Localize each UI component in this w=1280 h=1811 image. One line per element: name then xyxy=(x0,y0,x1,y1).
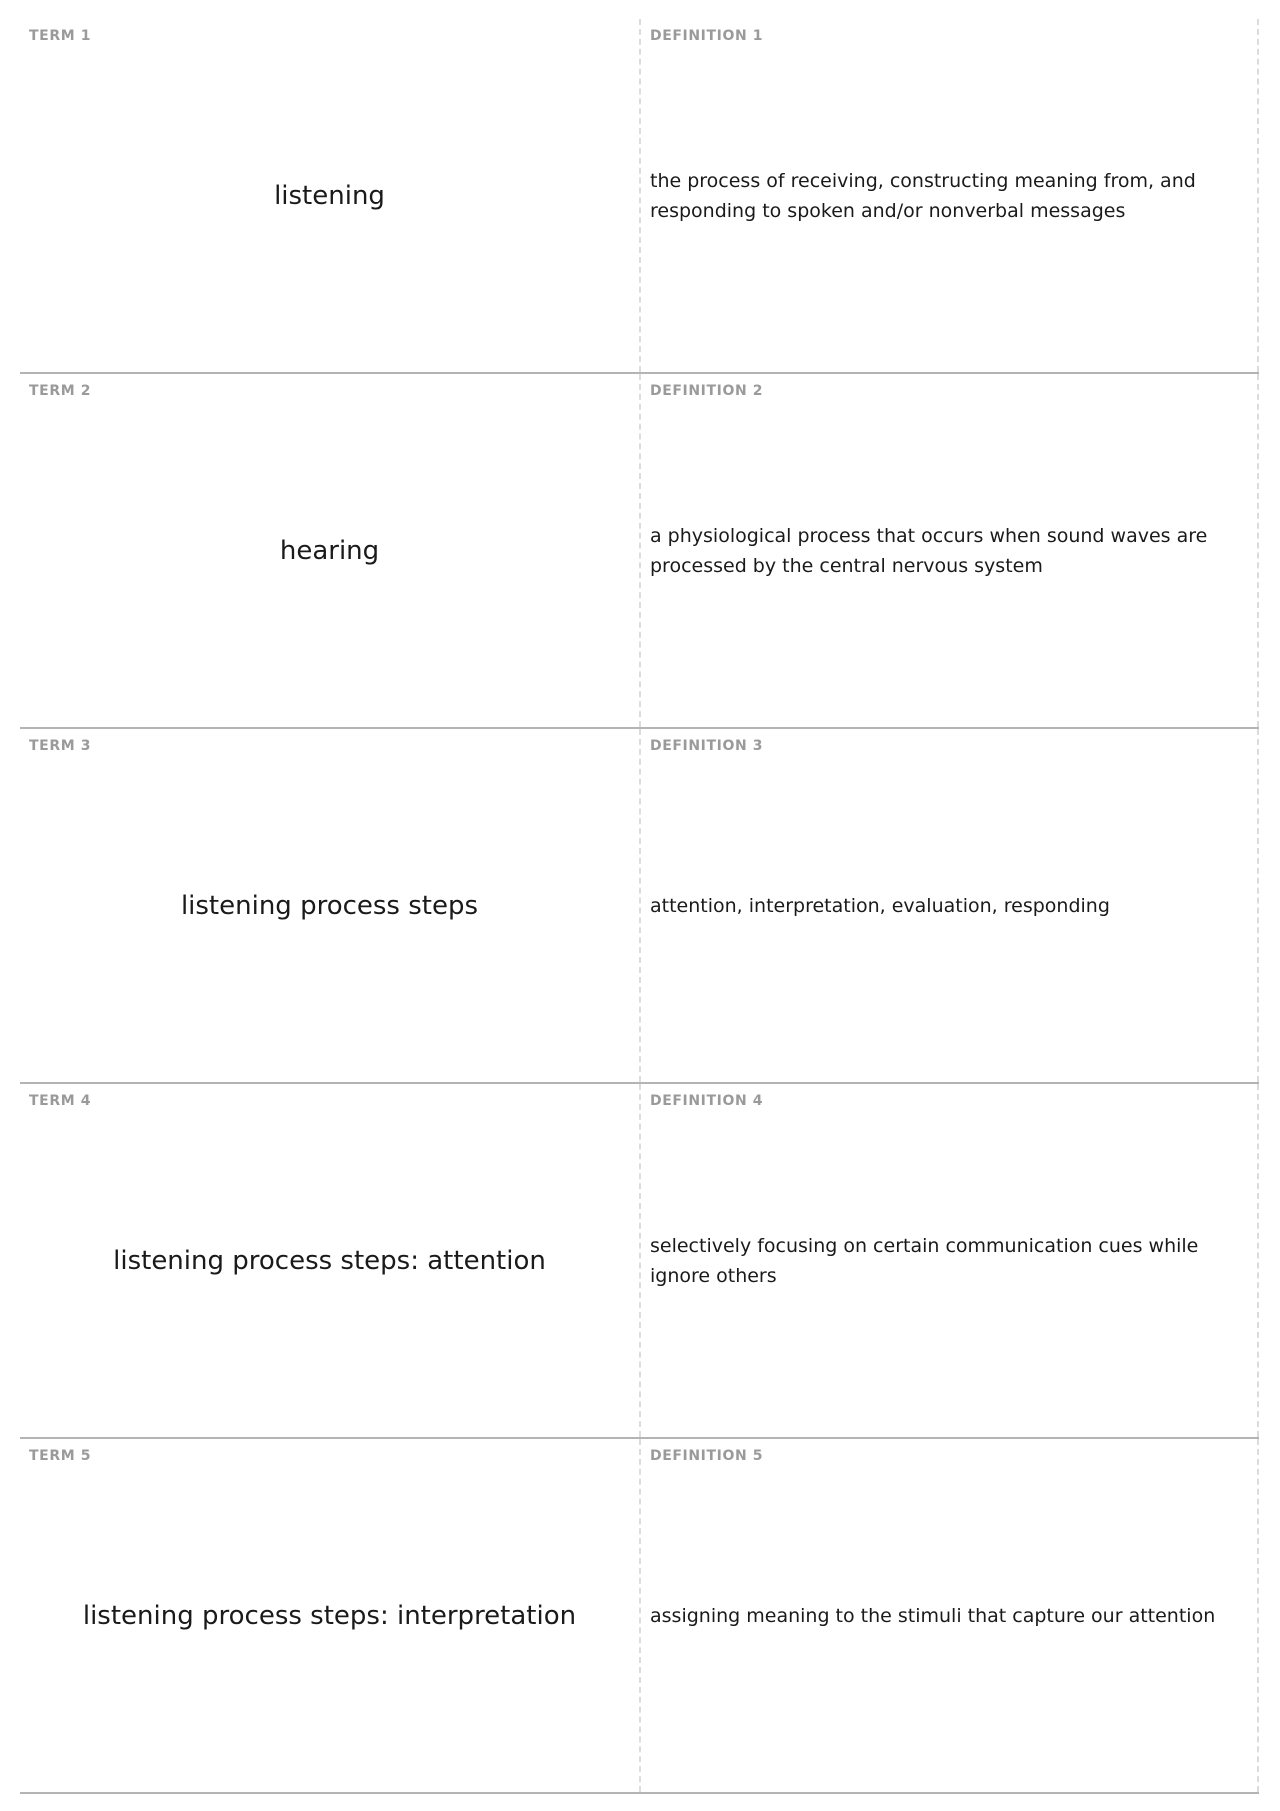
flashcard-row xyxy=(20,729,1259,1084)
term-text: listening process steps xyxy=(180,890,479,921)
term-label: TERM 5 xyxy=(29,1448,92,1464)
flashcard-row xyxy=(20,374,1259,729)
term-text: listening xyxy=(274,180,385,211)
definition-label: DEFINITION 4 xyxy=(650,1093,764,1109)
term-cell xyxy=(20,1084,641,1437)
definition-text: assigning meaning to the stimuli that capture our attention xyxy=(650,1604,1216,1627)
definition-cell xyxy=(641,729,1259,1082)
term-label: TERM 3 xyxy=(29,738,92,754)
term-label: TERM 2 xyxy=(29,383,92,399)
term-cell xyxy=(20,729,641,1082)
definition-label: DEFINITION 3 xyxy=(650,738,764,754)
definition-label: DEFINITION 5 xyxy=(650,1448,764,1464)
term-cell xyxy=(20,374,641,727)
definition-text: the process of receiving, constructing meaning from, and responding to spoken and/or nonverbal messages xyxy=(650,169,1196,222)
term-label: TERM 4 xyxy=(29,1093,92,1109)
definition-cell xyxy=(641,19,1259,372)
flashcard-row xyxy=(20,1439,1259,1794)
definition-cell xyxy=(641,1439,1259,1792)
term-label: TERM 1 xyxy=(29,28,92,44)
term-text: hearing xyxy=(279,535,380,566)
term-cell xyxy=(20,1439,641,1792)
definition-text: a physiological process that occurs when sound waves are processed by the central nervous system xyxy=(650,524,1208,577)
flashcard-sheet xyxy=(20,19,1259,1794)
definition-cell xyxy=(641,1084,1259,1437)
definition-text: attention, interpretation, evaluation, responding xyxy=(650,894,1110,917)
flashcard-row xyxy=(20,1084,1259,1439)
definition-text: selectively focusing on certain communication cues while ignore others xyxy=(650,1234,1199,1287)
flashcard-row xyxy=(20,19,1259,374)
definition-cell xyxy=(641,374,1259,727)
definition-label: DEFINITION 1 xyxy=(650,28,764,44)
term-text: listening process steps: interpretation xyxy=(82,1600,577,1631)
term-cell xyxy=(20,19,641,372)
definition-label: DEFINITION 2 xyxy=(650,383,764,399)
term-text: listening process steps: attention xyxy=(113,1245,546,1276)
